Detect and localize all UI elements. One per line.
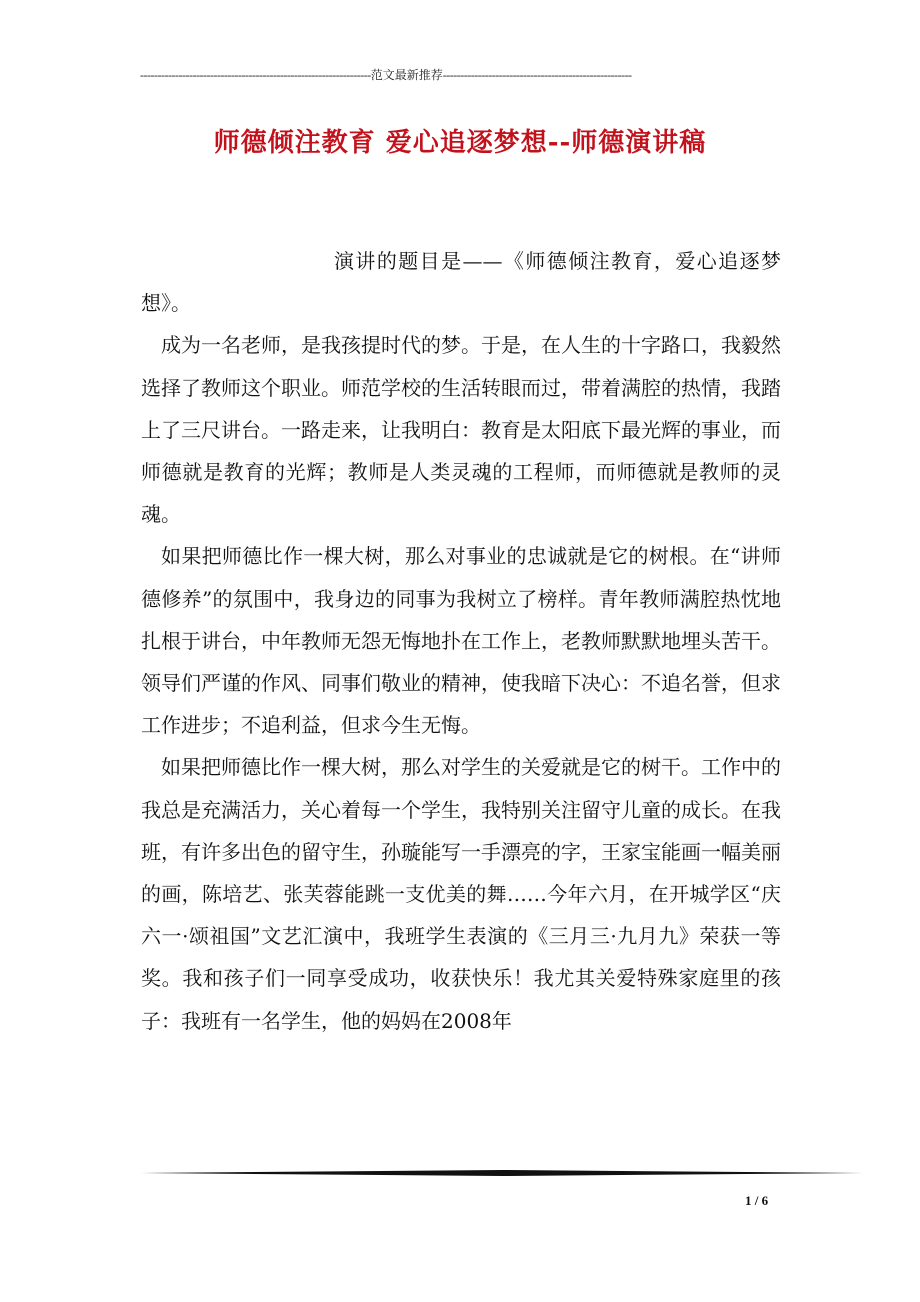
document-title: 师德倾注教育 爱心追逐梦想--师德演讲稿: [213, 128, 707, 158]
footer-divider: [141, 1170, 863, 1176]
header-label: 范文最新推荐: [370, 68, 443, 82]
header-banner: [140, 68, 780, 82]
paragraph-4: 如果把师德比作一棵大树，那么对学生的关爱就是它的树干。工作中的我总是充满活力，关心着每一个学生，我特别关注留守儿童的成长。在我班，有许多出色的留守生，孙璇能写一手漂亮的字，王家宝能画一幅美丽的画，陈培艺、张芙蓉能跳一支优美的舞……今年六月，在开城学区“庆六一·颂祖国”文艺汇演中，我班学生表演的《三月三·九月九》荣获一等奖。我和孩子们一同享受成功，收获快乐！我尤其关爱特殊家庭里的孩子：我班有一名学生，他的妈妈在2008年: [141, 755, 781, 1033]
document-body: [141, 240, 781, 1042]
header-dashes-left: ------------------------------------------------------------------: [140, 68, 371, 82]
page-number: 1 / 6: [745, 1193, 769, 1208]
paragraph-3: 如果把师德比作一棵大树，那么对事业的忠诚就是它的树根。在“讲师德修养”的氛围中，我身边的同事为我树立了榜样。青年教师满腔热忱地扎根于讲台，中年教师无怨无悔地扑在工作上，老教师默默地埋头苦干。领导们严谨的作风、同事们敬业的精神，使我暗下决心：不追名誉，但求工作进步；不追利益，但求今生无悔。: [141, 544, 781, 738]
header-dashes-right: ------------------------------------------------------: [442, 68, 632, 82]
paragraph-1: 演讲的题目是——《师德倾注教育，爱心追逐梦想》。: [141, 249, 781, 316]
paragraph-2: 成为一名老师，是我孩提时代的梦。于是，在人生的十字路口，我毅然选择了教师这个职业。师范学校的生活转眼而过，带着满腔的热情，我踏上了三尺讲台。一路走来，让我明白：教育是太阳底下最光辉的事业，而师德就是教育的光辉；教师是人类灵魂的工程师，而师德就是教师的灵魂。: [141, 333, 781, 527]
